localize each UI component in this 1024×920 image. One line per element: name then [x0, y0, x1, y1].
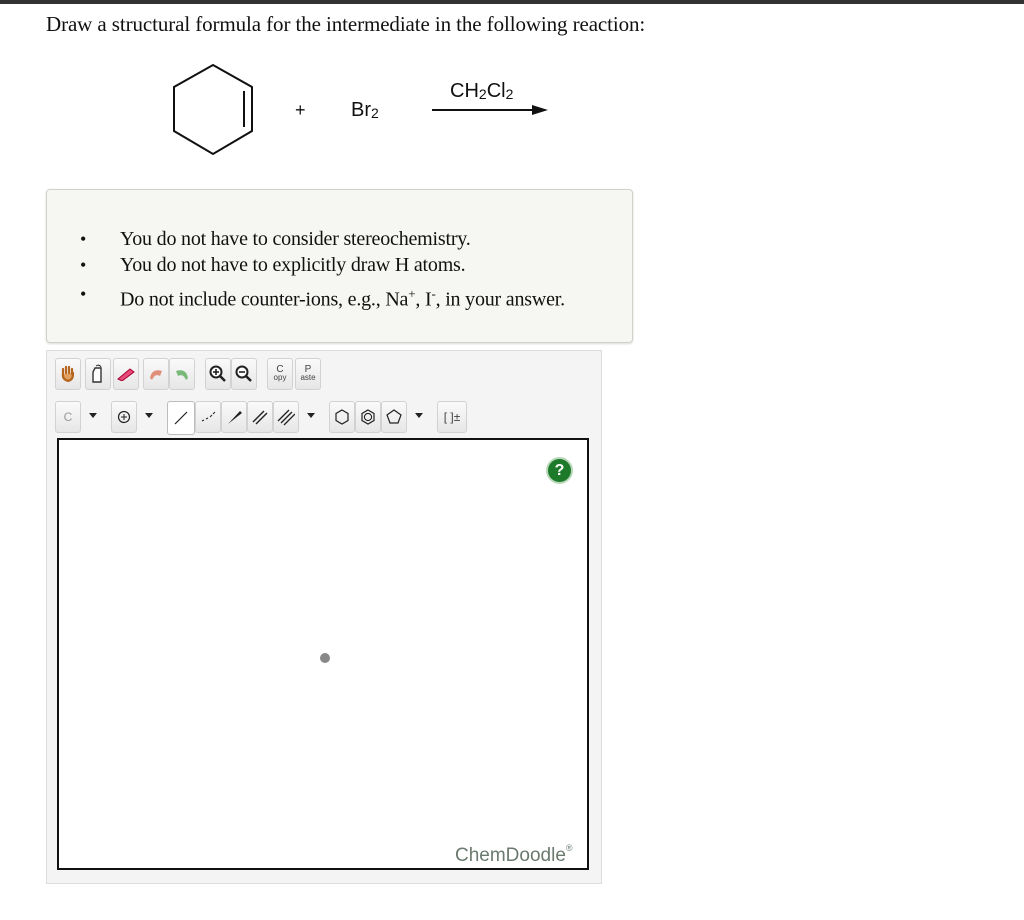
zoom-in-icon — [209, 365, 227, 383]
help-button[interactable]: ? — [546, 457, 573, 484]
eraser-button[interactable] — [113, 358, 139, 390]
zoom-in-button[interactable] — [205, 358, 231, 390]
hexagon-icon — [333, 408, 351, 426]
question-text: Draw a structural formula for the intermediate in the following reaction: — [46, 12, 646, 36]
canvas-dot — [320, 653, 330, 663]
redo-button[interactable] — [169, 358, 195, 390]
undo-button[interactable] — [143, 358, 169, 390]
eraser-icon — [116, 367, 136, 381]
reagent-bromine: $Br_2$ — [351, 99, 379, 121]
instruction-item: • Do not include counter-ions, e.g., Na+, I-, in your answer. — [99, 281, 565, 313]
undo-icon — [146, 366, 166, 382]
instructions-box — [46, 189, 633, 343]
solvent-label: $CH_2Cl_2$ — [450, 80, 514, 102]
redo-icon — [172, 366, 192, 382]
single-bond-icon — [172, 409, 190, 427]
pentagon-icon — [385, 408, 403, 426]
charge-button[interactable] — [111, 401, 137, 433]
paste-button[interactable]: P aste — [295, 358, 321, 390]
plus-charge-icon — [117, 410, 131, 424]
chemdoodle-editor — [46, 350, 602, 884]
instruction-item: • You do not have to consider stereochemistry. — [99, 226, 565, 252]
zoom-out-icon — [235, 365, 253, 383]
lasso-icon — [89, 364, 107, 384]
plus-sign: + — [295, 100, 306, 120]
instructions-list — [99, 226, 565, 313]
wedge-bond-button[interactable] — [221, 401, 247, 433]
hashed-bond-icon — [199, 408, 217, 426]
bond-dropdown-icon[interactable] — [307, 413, 315, 418]
bracket-button[interactable]: [ ]± — [437, 401, 467, 433]
lasso-button[interactable] — [85, 358, 111, 390]
pan-hand-button[interactable] — [55, 358, 81, 390]
hashed-bond-button[interactable] — [195, 401, 221, 433]
double-bond-icon — [251, 408, 269, 426]
top-bar — [0, 0, 1024, 4]
drawing-canvas[interactable] — [57, 438, 589, 870]
copy-button[interactable]: C opy — [267, 358, 293, 390]
triple-bond-icon — [277, 408, 295, 426]
element-dropdown-icon[interactable] — [89, 413, 97, 418]
wedge-bond-icon — [225, 408, 243, 426]
benzene-button[interactable] — [355, 401, 381, 433]
cyclopentane-button[interactable] — [381, 401, 407, 433]
element-button[interactable]: C — [55, 401, 81, 433]
single-bond-button[interactable] — [167, 401, 195, 435]
benzene-icon — [359, 408, 377, 426]
reaction-arrow — [432, 103, 550, 117]
instruction-item: • You do not have to explicitly draw H atoms. — [99, 252, 565, 278]
triple-bond-button[interactable] — [273, 401, 299, 433]
cyclohexane-button[interactable] — [329, 401, 355, 433]
cyclohexene-structure — [160, 55, 270, 165]
zoom-out-button[interactable] — [231, 358, 257, 390]
ring-dropdown-icon[interactable] — [415, 413, 423, 418]
double-bond-button[interactable] — [247, 401, 273, 433]
chemdoodle-logo: ChemDoodle® — [455, 842, 573, 866]
charge-dropdown-icon[interactable] — [145, 413, 153, 418]
hand-icon — [59, 365, 77, 383]
